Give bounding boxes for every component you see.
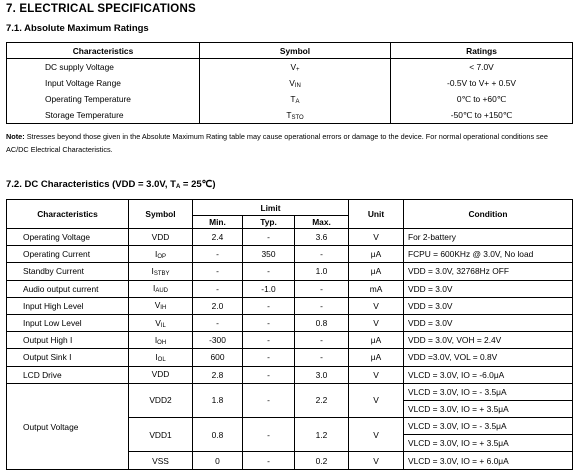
cell-typ: -: [243, 297, 295, 314]
cell-typ: -: [243, 332, 295, 349]
cell-condition: VDD = 3.0V: [404, 280, 573, 297]
cell-symbol: [129, 229, 193, 246]
section-heading: 7. ELECTRICAL SPECIFICATIONS: [6, 3, 196, 15]
symbol-subscript: IH: [160, 305, 167, 312]
cell-characteristic: Output Sink I: [7, 349, 129, 366]
cell-unit: V: [349, 314, 404, 331]
cell-symbol: VDD2: [129, 383, 193, 417]
symbol-text: T: [286, 109, 292, 120]
cell-condition: VLCD = 3.0V, IO = + 3.5μA: [404, 435, 573, 452]
header-typ: Typ.: [243, 216, 295, 229]
cell-condition: VLCD = 3.0V, IO = + 3.5μA: [404, 400, 573, 417]
table-row: [7, 383, 573, 400]
cell-characteristic: Standby Current: [7, 263, 129, 280]
cell-characteristic: Output High I: [7, 332, 129, 349]
dc-title-text: 7.2. DC Characteristics (VDD = 3.0V, T: [6, 179, 176, 190]
cell-min: -: [193, 314, 243, 331]
symbol-text: VDD: [151, 231, 170, 242]
dc-title-sub: A: [175, 184, 181, 190]
header-symbol: Symbol: [129, 200, 193, 229]
symbol-subscript: OH: [157, 339, 167, 346]
cell-unit: V: [349, 383, 404, 417]
symbol-subscript: +: [296, 66, 300, 73]
header-unit: Unit: [349, 200, 404, 229]
cell-min: -: [193, 263, 243, 280]
header-limit: Limit: [193, 200, 349, 216]
cell-symbol: [200, 107, 391, 124]
abs-max-title: 7.1. Absolute Maximum Ratings: [6, 23, 149, 34]
cell-characteristic: Audio output current: [7, 280, 129, 297]
table-row: [7, 75, 573, 91]
table-row: [7, 91, 573, 107]
cell-max: 1.2: [295, 418, 349, 452]
symbol-subscript: AUD: [155, 288, 168, 295]
table-row: [7, 349, 573, 366]
cell-condition: For 2-battery: [404, 229, 573, 246]
table-row: [7, 246, 573, 263]
cell-typ: -1.0: [243, 280, 295, 297]
absolute-max-table: [6, 42, 573, 124]
table-row: [7, 314, 573, 331]
cell-characteristic: Storage Temperature: [45, 110, 124, 120]
symbol-subscript: OL: [157, 356, 166, 363]
cell-min: 2.4: [193, 229, 243, 246]
symbol-subscript: IL: [160, 322, 166, 329]
header-characteristics: Characteristics: [7, 200, 129, 229]
cell-condition: VLCD = 3.0V, IO = - 3.5μA: [404, 418, 573, 435]
cell-condition: VLCD = 3.0V, IO = -6.0μA: [404, 366, 573, 383]
cell-unit: V: [349, 229, 404, 246]
cell-symbol: [129, 366, 193, 383]
symbol-text: V: [154, 300, 161, 311]
note-label: Note:: [6, 132, 25, 141]
cell-symbol: [129, 246, 193, 263]
dc-characteristics-table: [6, 199, 573, 470]
symbol-text: T: [290, 93, 296, 104]
cell-symbol: [129, 314, 193, 331]
cell-unit: μA: [349, 246, 404, 263]
cell-symbol: [129, 263, 193, 280]
table-row: [7, 366, 573, 383]
symbol-text: I: [153, 283, 156, 294]
cell-min: -: [193, 246, 243, 263]
cell-characteristic: Operating Current: [7, 246, 129, 263]
cell-characteristic: DC supply Voltage: [45, 62, 114, 72]
cell-typ: 350: [243, 246, 295, 263]
symbol-subscript: STO: [291, 114, 304, 121]
cell-max: 0.8: [295, 314, 349, 331]
cell-symbol: [200, 91, 391, 107]
cell-symbol: [200, 59, 391, 76]
symbol-subscript: OP: [157, 253, 166, 260]
symbol-text: I: [154, 334, 158, 345]
cell-characteristic: Input High Level: [7, 297, 129, 314]
note-text: Stresses beyond those given in the Absolute Maximum Rating table may cause operational errors or damage to the device. For normal operational conditions see AC/DC Electrical Characteristics.: [6, 132, 548, 154]
cell-max: 3.6: [295, 229, 349, 246]
cell-symbol: [129, 332, 193, 349]
header-condition: Condition: [404, 200, 573, 229]
cell-condition: VDD = 3.0V: [404, 314, 573, 331]
cell-symbol: VSS: [129, 452, 193, 470]
cell-unit: V: [349, 297, 404, 314]
note: [6, 130, 572, 156]
table-row: [7, 332, 573, 349]
cell-typ: -: [243, 366, 295, 383]
cell-rating: -0.5V to V+ + 0.5V: [391, 75, 573, 91]
dc-title-end: = 25℃): [180, 179, 216, 190]
cell-max: -: [295, 349, 349, 366]
cell-typ: -: [243, 263, 295, 280]
cell-max: -: [295, 297, 349, 314]
header-min: Min.: [193, 216, 243, 229]
cell-characteristic: LCD Drive: [7, 366, 129, 383]
cell-typ: -: [243, 452, 295, 470]
cell-unit: V: [349, 366, 404, 383]
cell-condition: VDD = 3.0V: [404, 297, 573, 314]
cell-max: 3.0: [295, 366, 349, 383]
cell-typ: -: [243, 418, 295, 452]
cell-unit: μA: [349, 349, 404, 366]
symbol-text: V: [155, 317, 161, 328]
header-max: Max.: [295, 216, 349, 229]
cell-max: -: [295, 246, 349, 263]
symbol-subscript: A: [295, 98, 300, 105]
table-row: [7, 59, 573, 76]
cell-unit: V: [349, 452, 404, 470]
cell-rating: -50℃ to +150℃: [391, 107, 573, 124]
cell-min: -300: [193, 332, 243, 349]
symbol-text: V: [290, 61, 297, 72]
header-characteristics: Characteristics: [7, 43, 200, 59]
cell-condition: VDD =3.0V, VOL = 0.8V: [404, 349, 573, 366]
dc-title: [6, 179, 216, 190]
table-row: [7, 229, 573, 246]
cell-typ: -: [243, 314, 295, 331]
cell-condition: VDD = 3.0V, VOH = 2.4V: [404, 332, 573, 349]
cell-condition: VLCD = 3.0V, IO = + 6.0μA: [404, 452, 573, 470]
symbol-text: I: [151, 265, 154, 276]
cell-unit: mA: [349, 280, 404, 297]
cell-symbol: [129, 280, 193, 297]
cell-typ: -: [243, 229, 295, 246]
cell-typ: -: [243, 349, 295, 366]
cell-condition: VDD = 3.0V, 32768Hz OFF: [404, 263, 573, 280]
cell-min: 2.8: [193, 366, 243, 383]
cell-characteristic: Operating Voltage: [7, 229, 129, 246]
symbol-subscript: STBY: [153, 270, 170, 277]
cell-characteristic: Input Low Level: [7, 314, 129, 331]
cell-max: -: [295, 280, 349, 297]
cell-symbol: [200, 75, 391, 91]
symbol-text: I: [155, 351, 158, 362]
cell-symbol: [129, 349, 193, 366]
cell-min: -: [193, 280, 243, 297]
symbol-subscript: IN: [294, 82, 301, 89]
cell-min: 600: [193, 349, 243, 366]
cell-typ: -: [243, 383, 295, 417]
cell-max: -: [295, 332, 349, 349]
cell-condition: FCPU = 600KHz @ 3.0V, No load: [404, 246, 573, 263]
table-row: [7, 280, 573, 297]
cell-unit: V: [349, 418, 404, 452]
symbol-text: VDD: [151, 369, 170, 380]
table-row: [7, 107, 573, 124]
cell-characteristic: Input Voltage Range: [45, 78, 121, 88]
header-symbol: Symbol: [200, 43, 391, 59]
table-row: [7, 263, 573, 280]
cell-characteristic: Output Voltage: [7, 383, 129, 470]
cell-symbol: [129, 297, 193, 314]
symbol-text: V: [289, 77, 295, 88]
cell-characteristic: Operating Temperature: [45, 94, 131, 104]
cell-max: 0.2: [295, 452, 349, 470]
table-row: [7, 297, 573, 314]
table-header-row: [7, 43, 573, 59]
cell-unit: μA: [349, 332, 404, 349]
cell-condition: VLCD = 3.0V, IO = - 3.5μA: [404, 383, 573, 400]
cell-rating: < 7.0V: [391, 59, 573, 76]
cell-unit: μA: [349, 263, 404, 280]
cell-rating: 0℃ to +60℃: [391, 91, 573, 107]
cell-symbol: VDD1: [129, 418, 193, 452]
cell-min: 1.8: [193, 383, 243, 417]
symbol-text: I: [155, 248, 158, 259]
cell-max: 1.0: [295, 263, 349, 280]
header-ratings: Ratings: [391, 43, 573, 59]
cell-min: 2.0: [193, 297, 243, 314]
cell-max: 2.2: [295, 383, 349, 417]
cell-min: 0: [193, 452, 243, 470]
cell-min: 0.8: [193, 418, 243, 452]
